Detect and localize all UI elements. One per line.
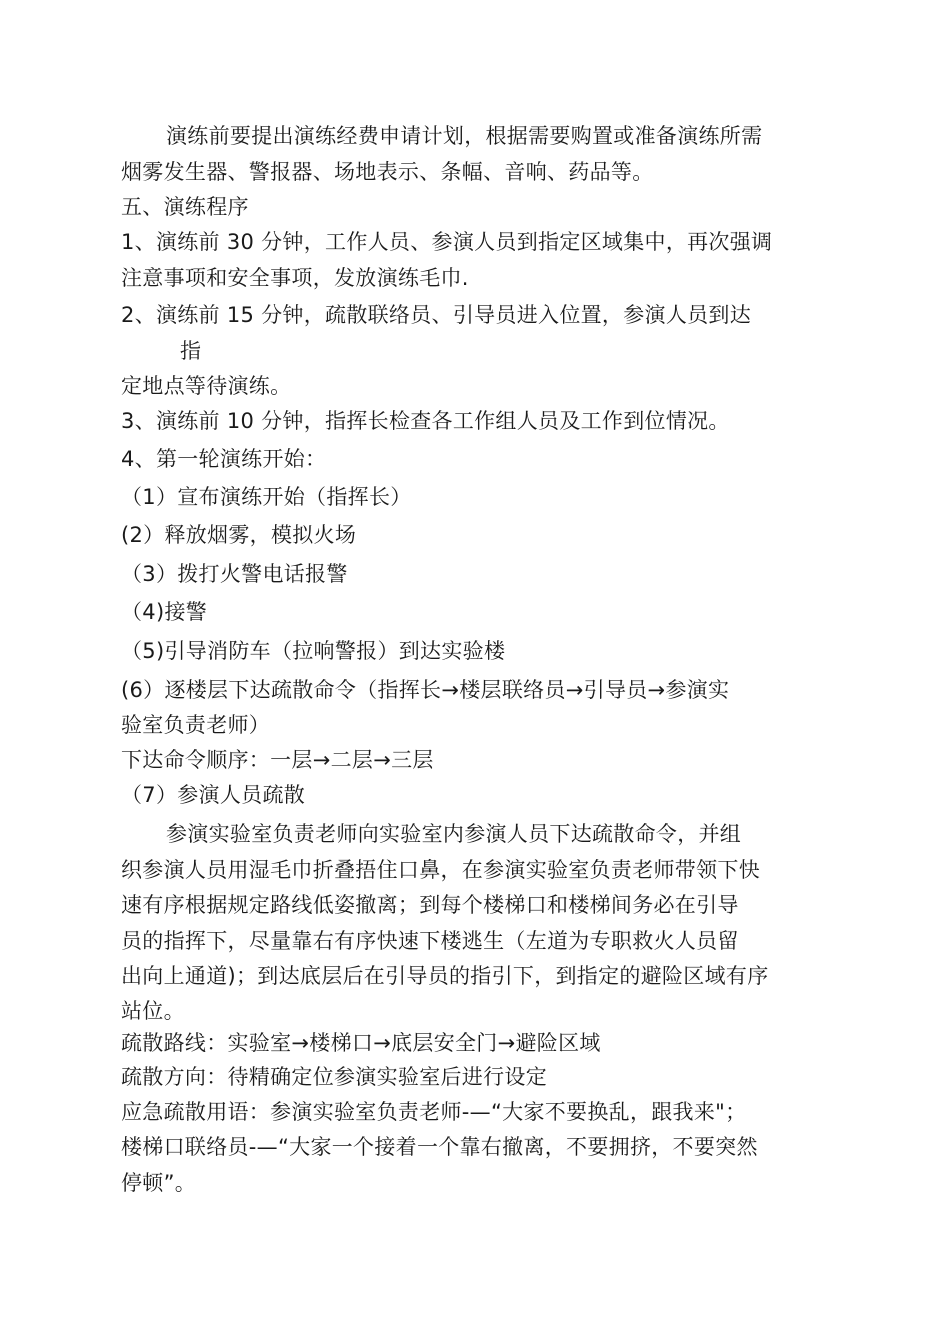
list-item: 4、第一轮演练开始：: [121, 447, 327, 471]
paragraph-line: 演练前要提出演练经费申请计划，根据需要购置或准备演练所需: [166, 124, 763, 148]
paragraph-line: 疏散路线：实验室→楼梯口→底层安全门→避险区域: [121, 1031, 601, 1055]
list-item: 2、演练前 15 分钟，疏散联络员、引导员进入位置，参演人员到达: [121, 303, 752, 327]
paragraph-line: 速有序根据规定路线低姿撤离；到每个楼梯口和楼梯间务必在引导: [121, 893, 739, 917]
paragraph-line: 员的指挥下，尽量靠右有序快速下楼逃生（左道为专职救火人员留: [121, 929, 739, 953]
list-item: 1、演练前 30 分钟，工作人员、参演人员到指定区域集中，再次强调: [121, 230, 773, 254]
list-item: 指: [180, 339, 202, 363]
sub-item: (6）逐楼层下达疏散命令（指挥长→楼层联络员→引导员→参演实: [121, 678, 730, 702]
paragraph-line: 站位。: [121, 999, 185, 1023]
paragraph-line: 烟雾发生器、警报器、场地表示、条幅、音响、药品等。: [121, 160, 654, 184]
list-item: 3、演练前 10 分钟，指挥长检查各工作组人员及工作到位情况。: [121, 409, 730, 433]
list-item: 注意事项和安全事项，发放演练毛巾.: [121, 266, 469, 290]
section-heading: 五、演练程序: [121, 195, 249, 219]
paragraph-line: 参演实验室负责老师向实验室内参演人员下达疏散命令，并组: [166, 822, 742, 846]
sub-item: （1）宣布演练开始（指挥长）: [121, 485, 412, 509]
paragraph-line: 停顿”。: [121, 1171, 197, 1195]
paragraph-line: 出向上通道)；到达底层后在引导员的指引下，到指定的避险区域有序: [121, 964, 769, 988]
list-item: 定地点等待演练。: [121, 374, 292, 398]
paragraph-line: 织参演人员用湿毛巾折叠捂住口鼻，在参演实验室负责老师带领下快: [121, 858, 760, 882]
sub-item: （5)引导消防车（拉响警报）到达实验楼: [121, 639, 506, 663]
paragraph-line: 楼梯口联络员-—“大家一个接着一个靠右撤离，不要拥挤，不要突然: [121, 1135, 758, 1159]
sub-item: (2）释放烟雾，模拟火场: [121, 523, 357, 547]
sub-item: （4)接警: [121, 600, 208, 624]
sub-item: （7）参演人员疏散: [121, 783, 306, 807]
sub-item: 验室负责老师）: [121, 713, 271, 737]
sub-item: （3）拨打火警电话报警: [121, 562, 348, 586]
paragraph-line: 下达命令顺序：一层→二层→三层: [121, 748, 434, 772]
paragraph-line: 疏散方向：待精确定位参演实验室后进行设定: [121, 1065, 547, 1089]
paragraph-line: 应急疏散用语：参演实验室负责老师-—“大家不要换乱，跟我来"；: [121, 1100, 747, 1124]
